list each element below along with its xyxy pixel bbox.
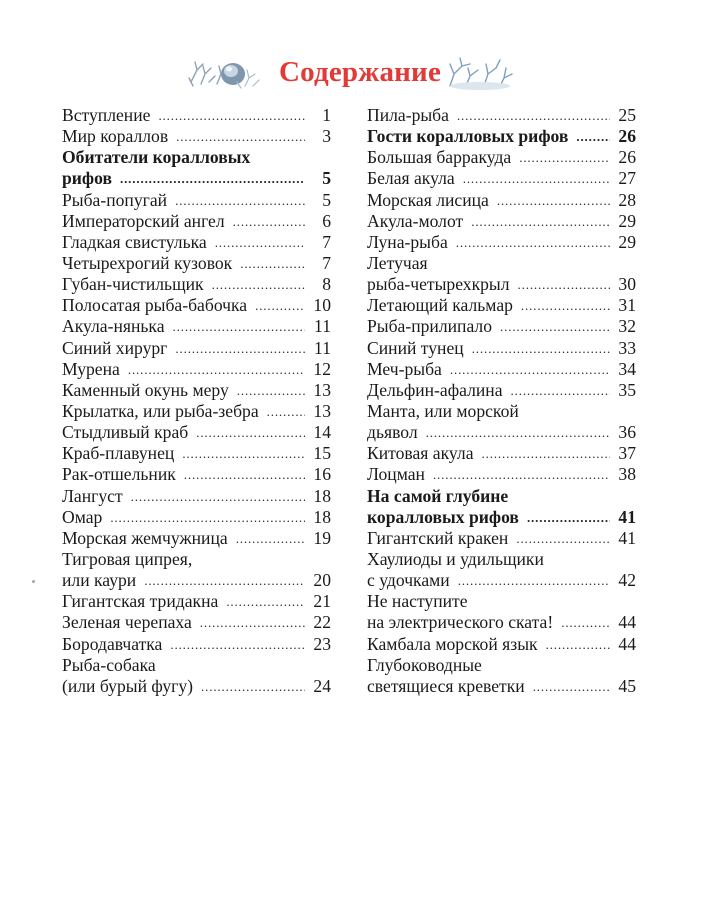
toc-entry-row <box>62 612 331 634</box>
dot-leader <box>518 274 610 295</box>
toc-entry-title: Дельфин-афалина <box>367 379 503 400</box>
toc-entry-title: Гигантский кракен <box>367 527 509 548</box>
toc-entry-row <box>62 422 331 444</box>
toc-entry-title: (или бурый фугу) <box>62 675 194 696</box>
toc-page-number: 11 <box>314 316 331 337</box>
toc-entry-title: Луна-рыба <box>367 231 448 252</box>
toc-entry-title: Краб-плавунец <box>62 443 175 464</box>
dot-leader <box>237 380 305 401</box>
toc-entry-title: Меч-рыба <box>367 358 442 379</box>
toc-entry-title: Императорский ангел <box>62 210 225 231</box>
toc-page-number: 28 <box>618 189 636 210</box>
toc-entry-row <box>62 464 331 486</box>
toc-entry-title: светящиеся креветки <box>367 675 525 696</box>
toc-entry-title: Лангуст <box>62 485 123 506</box>
toc-entry-row <box>367 274 636 296</box>
toc-entry-title: с удочками <box>367 570 450 591</box>
toc-page-number: 12 <box>313 358 331 379</box>
toc-page-number: 35 <box>618 379 636 400</box>
toc-right-column <box>367 105 636 697</box>
toc-entry-row <box>62 401 331 423</box>
toc-entry-title: Акула-нянька <box>62 316 165 337</box>
toc-entry-row <box>367 105 636 127</box>
toc-entry-title: Гигантская тридакна <box>62 591 219 612</box>
toc-entry-title-line: Хаулиоды и удильщики <box>367 549 544 569</box>
toc-entry <box>367 655 636 697</box>
dot-leader <box>500 316 610 337</box>
toc-page-number: 11 <box>314 337 331 358</box>
toc-entry <box>367 464 636 485</box>
toc-page-number: 22 <box>313 612 331 633</box>
dot-leader <box>158 105 305 126</box>
toc-entry-row <box>367 570 636 592</box>
toc-page-number: 45 <box>618 675 636 696</box>
dot-leader <box>182 443 305 464</box>
toc-page-number: 44 <box>618 612 636 633</box>
toc-page-number: 25 <box>618 105 636 125</box>
toc-entry <box>62 253 331 274</box>
toc-entry <box>62 422 331 443</box>
toc-entry-title-line: Летучая <box>367 252 428 273</box>
dot-leader <box>175 338 305 359</box>
toc-entry-row <box>62 591 331 613</box>
toc-entry-title: Полосатая рыба-бабочка <box>62 295 248 316</box>
dot-leader <box>471 211 610 232</box>
print-speck <box>32 580 35 583</box>
toc-entry-row <box>62 232 331 254</box>
toc-entry <box>367 232 636 253</box>
toc-entry <box>62 338 331 359</box>
toc-entry-row <box>367 634 636 656</box>
toc-entry <box>367 253 636 295</box>
toc-entry <box>62 105 331 126</box>
toc-entry-title: Китовая акула <box>367 443 474 464</box>
toc-page-number: 26 <box>618 147 636 168</box>
toc-entry <box>62 295 331 316</box>
toc-entry-title: Белая акула <box>367 168 455 189</box>
toc-entry-title-line: Глубоководные <box>367 654 482 675</box>
toc-entry-title-line: Обитатели коралловых <box>62 147 251 168</box>
dot-leader <box>463 168 610 189</box>
dot-leader <box>255 295 305 316</box>
toc-entry-title: Крылатка, или рыба-зебра <box>62 400 259 421</box>
toc-entry-title: Мир кораллов <box>62 126 169 147</box>
dot-leader <box>456 232 610 253</box>
page-title: Содержание <box>278 56 442 88</box>
toc-page-number: 7 <box>322 253 331 273</box>
toc-entry-row <box>367 380 636 402</box>
toc-page-number: 38 <box>618 464 636 485</box>
toc-entry-title: Гости коралловых рифов <box>367 126 569 147</box>
toc-entry-title: на электрического ската! <box>367 612 554 633</box>
toc-page-number: 20 <box>313 570 331 591</box>
dot-leader <box>200 612 305 633</box>
dot-leader <box>176 126 305 147</box>
toc-entry <box>62 211 331 232</box>
toc-entry-title: Пила-рыба <box>367 105 449 125</box>
toc-entry-title: рыба-четырехкрыл <box>367 274 510 295</box>
toc-entry-row <box>62 274 331 296</box>
dot-leader <box>457 105 610 126</box>
toc-entry-row <box>367 232 636 254</box>
toc-page-number: 27 <box>618 168 636 189</box>
toc-entry-row <box>62 380 331 402</box>
toc-entry-row <box>62 190 331 212</box>
toc-entry <box>367 190 636 211</box>
toc-entry <box>62 486 331 507</box>
toc-entry <box>62 634 331 655</box>
dot-leader <box>511 380 610 401</box>
toc-entry-row <box>367 211 636 233</box>
toc-entry-row <box>367 528 636 550</box>
toc-entry <box>62 443 331 464</box>
toc-page-number: 3 <box>322 126 331 147</box>
dot-leader <box>170 634 305 655</box>
toc-page-number: 41 <box>618 506 636 527</box>
toc-entry <box>367 591 636 633</box>
toc-entry-row <box>367 676 636 698</box>
toc-entry-title: Зеленая черепаха <box>62 612 192 633</box>
dot-leader <box>240 253 305 274</box>
toc-entry-title-line: На самой глубине <box>367 485 509 506</box>
dot-leader <box>215 232 305 253</box>
dot-leader <box>128 359 305 380</box>
toc-page-number: 31 <box>618 295 636 316</box>
dot-leader <box>144 570 305 591</box>
toc-entry <box>367 443 636 464</box>
dot-leader <box>184 464 305 485</box>
coral-icon <box>440 52 520 92</box>
dot-leader <box>433 464 610 485</box>
toc-page-number: 8 <box>322 274 331 295</box>
toc-entry <box>367 147 636 168</box>
toc-page-number: 32 <box>618 316 636 337</box>
dot-leader <box>175 190 305 211</box>
toc-page-number: 6 <box>322 210 331 231</box>
toc-page-number: 13 <box>313 379 331 400</box>
dot-leader <box>533 676 610 697</box>
toc-page-number: 18 <box>313 485 331 506</box>
toc-entry-row <box>367 507 636 529</box>
toc-entry-row <box>62 676 331 698</box>
toc-page-number: 21 <box>313 591 331 612</box>
toc-page-number: 18 <box>313 506 331 527</box>
toc-entry-title: Акула-молот <box>367 210 464 231</box>
toc-entry <box>62 655 331 697</box>
toc-entry-row <box>62 338 331 360</box>
toc-entry-title: или каури <box>62 570 137 591</box>
toc-entry-row <box>367 168 636 190</box>
toc-entry <box>62 316 331 337</box>
toc-entry-row <box>62 507 331 529</box>
toc-page-number: 41 <box>618 527 636 548</box>
toc-page-number: 13 <box>313 400 331 421</box>
toc-entry-title: Рыба-прилипало <box>367 316 493 337</box>
toc-entry-title: Вступление <box>62 105 151 125</box>
toc-entry <box>62 147 331 189</box>
dot-leader <box>110 507 305 528</box>
toc-entry <box>62 380 331 401</box>
dot-leader <box>267 401 305 422</box>
toc-entry-title: Лоцман <box>367 464 425 485</box>
dot-leader <box>516 528 610 549</box>
toc-entry-title: Губан-чистильщик <box>62 274 204 295</box>
toc-entry-row <box>62 295 331 317</box>
toc-entry-row <box>367 443 636 465</box>
toc-entry-title: рифов <box>62 168 112 189</box>
toc-entry <box>62 549 331 591</box>
dot-leader <box>497 190 610 211</box>
toc-entry-title-line: Манта, или морской <box>367 400 519 421</box>
toc-entry-row <box>367 190 636 212</box>
toc-page-number: 29 <box>618 210 636 231</box>
dot-leader <box>173 316 305 337</box>
toc-entry-title: Морская лисица <box>367 189 489 210</box>
toc-entry <box>62 190 331 211</box>
dot-leader <box>527 507 610 528</box>
toc-entry <box>367 211 636 232</box>
toc-entry <box>367 105 636 126</box>
toc-entry-row <box>62 443 331 465</box>
toc-entry-title: Стыдливый краб <box>62 422 189 443</box>
dot-leader <box>212 274 305 295</box>
toc-page-number: 7 <box>322 231 331 252</box>
toc-entry-title: Рыба-попугай <box>62 189 168 210</box>
dot-leader <box>546 634 610 655</box>
toc-entry <box>62 591 331 612</box>
toc-entry <box>367 126 636 147</box>
toc-entry-row <box>62 634 331 656</box>
toc-page-number: 1 <box>322 105 331 125</box>
toc-entry-row <box>367 295 636 317</box>
toc-page-number: 26 <box>618 126 636 147</box>
dot-leader <box>201 676 305 697</box>
toc-page-number: 23 <box>313 633 331 654</box>
toc-entry-title-line: Тигровая ципрея, <box>62 548 193 569</box>
toc-entry-title-line: Рыба-собака <box>62 654 156 675</box>
dot-leader <box>576 126 610 147</box>
toc-page-number: 42 <box>618 570 636 591</box>
toc-entry-row <box>367 464 636 486</box>
toc-entry-row <box>367 338 636 360</box>
toc-entry-row <box>367 612 636 634</box>
toc-entry-row <box>367 126 636 148</box>
toc-entry-row <box>62 316 331 338</box>
toc-entry-title: Камбала морской язык <box>367 633 538 654</box>
dot-leader <box>472 338 610 359</box>
toc-entry <box>62 401 331 422</box>
toc-entry-row <box>367 422 636 444</box>
toc-entry <box>367 359 636 380</box>
dot-leader <box>482 443 611 464</box>
toc-page-number: 30 <box>618 274 636 295</box>
toc-entry <box>367 634 636 655</box>
toc-entry <box>62 274 331 295</box>
toc-entry-title: Синий хирург <box>62 337 168 358</box>
toc-entry-title: коралловых рифов <box>367 506 519 527</box>
toc-entry-row <box>62 105 331 127</box>
toc-page-number: 34 <box>618 358 636 379</box>
toc-entry-title-line: Не наступите <box>367 591 468 612</box>
toc-entry-title: Каменный окунь меру <box>62 379 229 400</box>
toc-entry-row <box>62 126 331 148</box>
dot-leader <box>226 591 305 612</box>
toc-entry-title: Четырехрогий кузовок <box>62 253 233 273</box>
dot-leader <box>236 528 305 549</box>
toc-entry <box>62 612 331 633</box>
toc-page-number: 24 <box>313 675 331 696</box>
dot-leader <box>131 486 305 507</box>
toc-page-number: 14 <box>313 422 331 443</box>
toc-entry <box>62 528 331 549</box>
toc-left-column <box>62 105 331 697</box>
toc-page-number: 44 <box>618 633 636 654</box>
toc-entry <box>62 359 331 380</box>
contents-header <box>0 48 720 100</box>
toc-entry <box>62 464 331 485</box>
toc-entry <box>62 232 331 253</box>
toc-entry <box>62 507 331 528</box>
dot-leader <box>196 422 305 443</box>
toc-entry <box>367 549 636 591</box>
toc-entry <box>367 401 636 443</box>
toc-entry-row <box>62 168 331 190</box>
toc-entry <box>62 126 331 147</box>
dot-leader <box>426 422 610 443</box>
toc-entry <box>367 380 636 401</box>
dot-leader <box>561 612 610 633</box>
toc-entry-title: Морская жемчужница <box>62 527 228 548</box>
toc-entry-title: Синий тунец <box>367 337 464 358</box>
toc-page-number: 19 <box>313 527 331 548</box>
toc-entry <box>367 486 636 528</box>
dot-leader <box>519 147 610 168</box>
dot-leader <box>450 359 610 380</box>
toc-entry <box>367 295 636 316</box>
toc-entry <box>367 528 636 549</box>
toc-entry <box>367 168 636 189</box>
toc-page-number: 16 <box>313 464 331 485</box>
toc-page-number: 33 <box>618 337 636 358</box>
toc-entry-title: Омар <box>62 506 103 527</box>
dot-leader <box>521 295 610 316</box>
toc-entry-row <box>367 147 636 169</box>
toc-entry <box>367 316 636 337</box>
toc-page-number: 15 <box>313 443 331 464</box>
toc-entry-row <box>367 359 636 381</box>
toc-page-number: 5 <box>322 168 331 189</box>
toc-entry-row <box>62 253 331 275</box>
toc-page-number: 5 <box>322 189 331 210</box>
dot-leader <box>233 211 305 232</box>
toc-entry-row <box>62 211 331 233</box>
toc-entry-row <box>62 570 331 592</box>
toc-entry-title: Гладкая свистулька <box>62 231 207 252</box>
toc-entry-title: Летающий кальмар <box>367 295 513 316</box>
toc-entry-row <box>62 486 331 508</box>
toc-entry-row <box>62 359 331 381</box>
dot-leader <box>120 168 305 189</box>
toc-entry-row <box>367 316 636 338</box>
dot-leader <box>458 570 610 591</box>
toc-entry-title: дьявол <box>367 422 418 443</box>
toc-entry <box>367 338 636 359</box>
toc-page-number: 10 <box>313 295 331 316</box>
toc-entry-title: Большая барракуда <box>367 147 512 168</box>
toc-entry-title: Бородавчатка <box>62 633 163 654</box>
toc-entry-title: Рак-отшельник <box>62 464 176 485</box>
toc-page-number: 29 <box>618 231 636 252</box>
toc-entry-title: Мурена <box>62 358 120 379</box>
toc-entry-row <box>62 528 331 550</box>
toc-page-number: 36 <box>618 422 636 443</box>
toc-page-number: 37 <box>618 443 636 464</box>
